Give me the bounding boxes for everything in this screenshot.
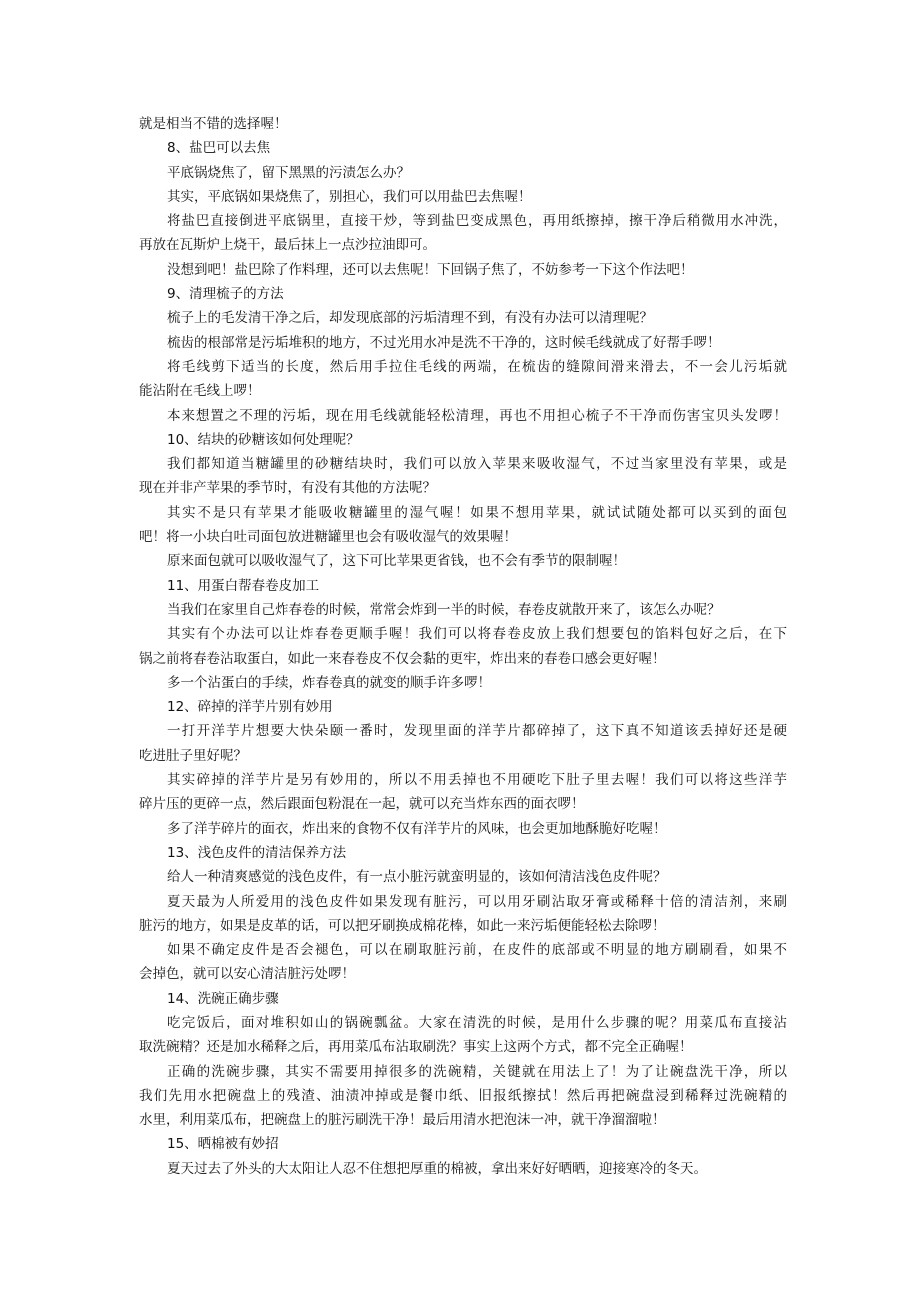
text-line: 一打开洋芋片想要大快朵颐一番时，发现里面的洋芋片都碎掉了，这下真不知道该丢掉好还是硬 xyxy=(167,723,787,740)
text-line: 8、盐巴可以去焦 xyxy=(167,140,271,157)
text-line: 13、浅色皮件的清洁保养方法 xyxy=(167,844,347,861)
document-body xyxy=(139,112,787,1181)
text-line: 本来想置之不理的污垢，现在用毛线就能轻松清理，再也不用担心梳子不干净而伤害宝贝头发啰！ xyxy=(167,407,787,424)
text-line: 吧！将一小块白吐司面包放进糖罐里也会有吸收湿气的效果喔！ xyxy=(139,529,517,546)
text-line: 原来面包就可以吸收湿气了，这下可比苹果更省钱，也不会有季节的限制喔！ xyxy=(167,553,626,570)
text-line: 多一个沾蛋白的手续，炸春卷真的就变的顺手许多啰！ xyxy=(167,674,491,691)
text-line: 再放在瓦斯炉上烧干，最后抹上一点沙拉油即可。 xyxy=(139,237,436,254)
text-line: 夏天最为人所爱用的浅色皮件如果发现有脏污，可以用牙刷沾取牙膏或稀释十倍的清洁剂，来刷 xyxy=(167,893,787,910)
text-line: 脏污的地方，如果是皮革的话，可以把牙刷换成棉花棒，如此一来污垢便能轻松去除啰！ xyxy=(139,917,666,934)
text-line: 就是相当不错的选择喔！ xyxy=(139,116,288,132)
text-line: 取洗碗精？还是加水稀释之后，再用菜瓜布沾取刷洗？事实上这两个方式，都不完全正确喔！ xyxy=(139,1039,693,1056)
text-line: 能沾附在毛线上啰！ xyxy=(139,383,261,400)
text-line: 10、结块的砂糖该如何处理呢？ xyxy=(167,431,360,448)
text-line: 碎片压的更碎一点，然后跟面包粉混在一起，就可以充当炸东西的面衣啰！ xyxy=(139,796,585,813)
text-line: 正确的洗碗步骤，其实不需要用掉很多的洗碗精，关键就在用法上了！为了让碗盘洗干净，所以 xyxy=(167,1063,787,1080)
text-line: 梳齿的根部常是污垢堆积的地方，不过光用水冲是洗不干净的，这时候毛线就成了好帮手啰！ xyxy=(167,334,721,351)
text-line: 平底锅烧焦了，留下黑黑的污渍怎么办？ xyxy=(167,164,410,181)
text-line: 11、用蛋白帮春卷皮加工 xyxy=(167,577,320,594)
text-line: 当我们在家里自己炸春卷的时候，常常会炸到一半的时候，春卷皮就散开来了，该怎么办呢？ xyxy=(167,601,721,618)
text-line: 会掉色，就可以安心清洁脏污处啰！ xyxy=(139,966,355,983)
text-line: 9、清理梳子的方法 xyxy=(167,286,284,303)
text-line: 其实有个办法可以让炸春卷更顺手喔！我们可以将春卷皮放上我们想要包的馅料包好之后，在下 xyxy=(167,626,787,643)
text-line: 没想到吧！盐巴除了作料理，还可以去焦呢！下回锅子焦了，不妨参考一下这个作法吧！ xyxy=(167,261,694,278)
text-line: 给人一种清爽感觉的浅色皮件，有一点小脏污就蛮明显的，该如何清洁浅色皮件呢？ xyxy=(167,869,667,886)
text-line: 15、晒棉被有妙招 xyxy=(167,1136,279,1153)
text-line: 夏天过去了外头的大太阳让人忍不住想把厚重的棉被，拿出来好好晒晒，迎接寒冷的冬天。 xyxy=(167,1160,707,1177)
text-line: 14、洗碗正确步骤 xyxy=(167,990,279,1007)
text-line: 其实不是只有苹果才能吸收糖罐里的湿气喔！如果不想用苹果，就试试随处都可以买到的面包 xyxy=(167,504,787,521)
text-line: 我们都知道当糖罐里的砂糖结块时，我们可以放入苹果来吸收湿气，不过当家里没有苹果，或是 xyxy=(167,456,787,473)
text-line: 水里，利用菜瓜布，把碗盘上的脏污刷洗干净！最后用清水把泡沫一冲，就干净溜溜啦！ xyxy=(139,1112,666,1129)
text-line: 梳子上的毛发清干净之后，却发现底部的污垢清理不到，有没有办法可以清理呢？ xyxy=(167,310,653,327)
text-line: 12、碎掉的洋芋片别有妙用 xyxy=(167,699,333,716)
text-line: 将盐巴直接倒进平底锅里，直接干炒，等到盐巴变成黑色，再用纸擦掉，擦干净后稍微用水冲洗， xyxy=(167,213,787,230)
text-line: 锅之前将春卷沾取蛋白，如此一来春卷皮不仅会黏的更牢，炸出来的春卷口感会更好喔！ xyxy=(139,650,666,667)
text-line: 其实碎掉的洋芋片是另有妙用的，所以不用丢掉也不用硬吃下肚子里去喔！我们可以将这些洋芋 xyxy=(167,772,787,789)
text-line: 吃完饭后，面对堆积如山的锅碗瓢盆。大家在清洗的时候，是用什么步骤的呢？用菜瓜布直接沾 xyxy=(167,1014,787,1031)
text-line: 现在并非产苹果的季节时，有没有其他的方法呢？ xyxy=(139,480,436,497)
text-line: 我们先用水把碗盘上的残渣、油渍冲掉或是餐巾纸、旧报纸擦拭！然后再把碗盘浸到稀释过洗碗精的 xyxy=(139,1087,787,1104)
text-line: 如果不确定皮件是否会褪色，可以在刷取脏污前，在皮件的底部或不明显的地方刷刷看，如果不 xyxy=(167,942,787,959)
text-line: 将毛线剪下适当的长度，然后用手拉住毛线的两端，在梳齿的缝隙间滑来滑去，不一会儿污垢就 xyxy=(167,358,787,375)
text-line: 其实，平底锅如果烧焦了，别担心，我们可以用盐巴去焦喔！ xyxy=(167,188,532,205)
text-line: 多了洋芋碎片的面衣，炸出来的食物不仅有洋芋片的风味，也会更加地酥脆好吃喔！ xyxy=(167,820,667,837)
text-line: 吃进肚子里好呢？ xyxy=(139,747,247,764)
